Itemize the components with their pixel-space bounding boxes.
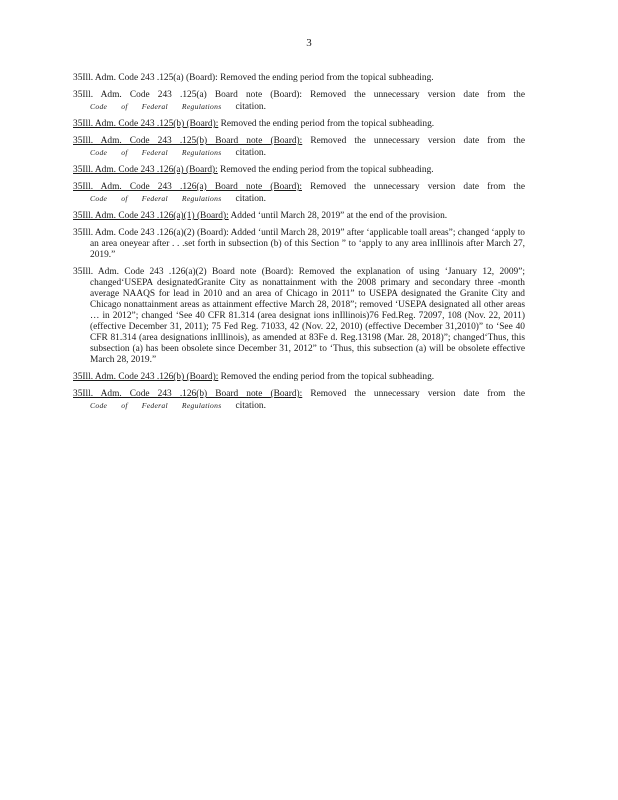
history-note (73, 165, 525, 176)
cfr-title (90, 194, 235, 203)
cfr-title-word: Regulations (181, 102, 222, 111)
section-citation: 35Ill. Adm. Code 243 .126(b) Board note (Board): (73, 389, 303, 399)
note-text: Removed the ending period from the topical subheading. (218, 372, 435, 382)
history-note (73, 267, 525, 366)
page-number: 3 (306, 37, 312, 49)
section-citation: 35Ill. Adm. Code 243 .126(b) (Board): (73, 372, 219, 382)
section-citation: 35Ill. Adm. Code 243 .126(a) Board note (Board): (73, 182, 302, 192)
note-text: Removed the unnecessary version date from the (302, 90, 525, 100)
note-text: Added ‘until March 28, 2019” after ‘applicable toall areas”; changed ‘apply to an area oneyear after . . .set forth in subsection (b) of this Section ” to ‘apply to any area inIllinois after March 27, 2019.” (90, 228, 525, 260)
section-citation: 35Ill. Adm. Code 243 .125(b) Board note (Board): (73, 136, 303, 146)
cfr-title-word: of (121, 102, 128, 111)
section-citation: 35Ill. Adm. Code 243 .126(a)(1) (Board): (73, 211, 229, 221)
note-text: Removed the ending period from the topical subheading. (217, 165, 434, 175)
cfr-title (90, 148, 235, 157)
cfr-title-word: Federal (141, 401, 168, 410)
note-text: Removed the explanation of using ‘January 12, 2009”; changed‘USEPA designatedGranite City as nonattainment with the 2008 primary and secondary three -month average NAAQS for lead in 2010 and an area of Chicago in 2011” to USEPA designated the Granite City and Chicago nonattainment areas as attainment effective March 28, 2018”; removed ‘USEPA designated all other areas … in 2012”; changed ‘See 40 CFR 81.314 (area designat ions inIllinois)76 Fed.Reg. 72097, 108 (Nov. 22, 2011) (effective December 31, 2011); 75 Fed Reg. 71033, 42 (Nov. 22, 2010) (effective December 31,2010)” to ‘See 40 CFR 81.314 (area designations inIllinois), as amended at 83Fe d. Reg.13198 (Mar. 28, 2018)”; changed‘Thus, this subsection (a) has been obsolete since December 31, 2012” to ‘Thus, this subsection (a) will be obsolete effective March 28, 2019.” (90, 267, 525, 365)
cfr-title-word: Code (90, 102, 108, 111)
history-note (73, 119, 525, 130)
cfr-title (90, 401, 235, 410)
cfr-title-word: Code (90, 194, 108, 203)
cfr-title-word: of (121, 148, 128, 157)
note-text: Added ‘until March 28, 2019” at the end of the provision. (228, 211, 448, 221)
section-citation: 35Ill. Adm. Code 243 .125(b) (Board): (73, 119, 219, 129)
cfr-title-word: Regulations (181, 401, 222, 410)
note-text: Removed the ending period from the topical subheading. (217, 73, 434, 83)
section-citation: 35Ill. Adm. Code 243 .126(a)(2) (Board): (73, 228, 229, 238)
history-note (73, 389, 525, 412)
cfr-title (90, 102, 235, 111)
cfr-title-word: Regulations (181, 194, 222, 203)
cfr-title-word: Code (90, 148, 108, 157)
note-text: Removed the unnecessary version date from the (302, 389, 525, 399)
cfr-title-word: Federal (141, 194, 168, 203)
cfr-title-word: Code (90, 401, 108, 410)
note-text: Removed the unnecessary version date from the (302, 136, 525, 146)
note-text-end: citation. (235, 194, 266, 204)
history-note (73, 182, 525, 205)
cfr-title-word: Regulations (181, 148, 222, 157)
section-citation: 35Ill. Adm. Code 243 .126(a) (Board): (73, 165, 218, 175)
section-citation: 35Ill. Adm. Code 243 .125(a) (Board): (73, 73, 218, 83)
history-note (73, 372, 525, 383)
history-notes-list (73, 73, 525, 418)
section-citation: 35Ill. Adm. Code 243 .126(a)(2) Board note (Board): (73, 267, 294, 277)
cfr-title-word: of (121, 401, 128, 410)
section-citation: 35Ill. Adm. Code 243 .125(a) Board note (Board): (73, 90, 302, 100)
history-note (73, 228, 525, 261)
cfr-title-word: of (121, 194, 128, 203)
note-text: Removed the ending period from the topical subheading. (218, 119, 435, 129)
note-text-end: citation. (235, 401, 266, 411)
note-text-end: citation. (235, 102, 266, 112)
cfr-title-word: Federal (141, 102, 168, 111)
history-note (73, 90, 525, 113)
note-text-end: citation. (235, 148, 266, 158)
cfr-title-word: Federal (141, 148, 168, 157)
history-note (73, 211, 525, 222)
history-note (73, 136, 525, 159)
history-note (73, 73, 525, 84)
note-text: Removed the unnecessary version date from the (302, 182, 525, 192)
